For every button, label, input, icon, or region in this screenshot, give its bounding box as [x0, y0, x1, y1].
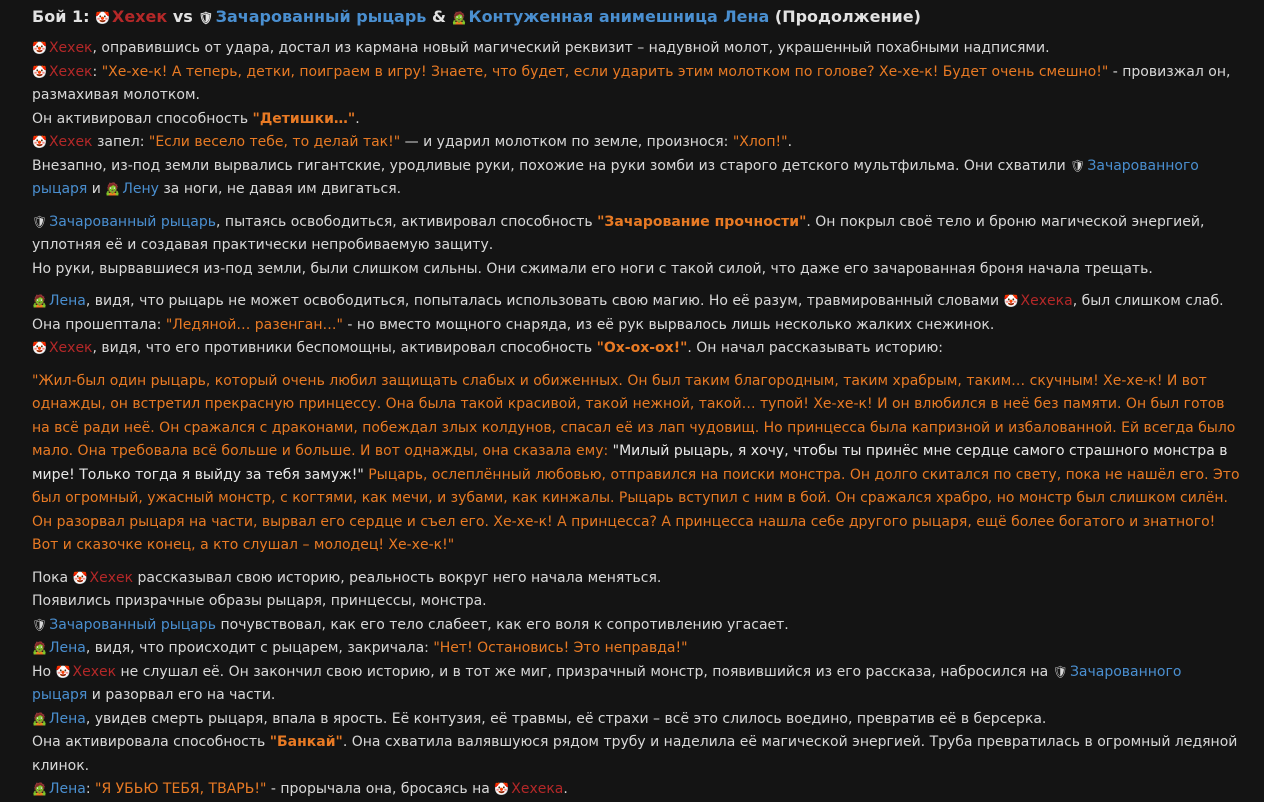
text: , увидев смерть рыцаря, впала в ярость. Её контузия, её травмы, её страхи – всё это слилось воедино, превратив её в берсерка. [85, 710, 1047, 727]
text: запел: [92, 134, 149, 150]
title-amp: & [432, 7, 446, 26]
quote: "Нет! Остановись! Это неправда!" [433, 640, 688, 656]
paragraph [32, 37, 1240, 61]
name-hehek: Хехек [48, 40, 93, 56]
text: Но [32, 663, 56, 680]
name-knight: Зачарованного рыцаря [32, 157, 1199, 197]
shield-icon: 🛡 [198, 11, 214, 25]
text: . [355, 110, 360, 127]
text: и разорвал его на части. [87, 687, 276, 703]
text: и [87, 181, 106, 197]
paragraph: 🧟 Лена: "Я УБЬЮ ТЕБЯ, ТВАРЬ!" - прорычала она, бросаясь на 🤡 Хехека. [32, 781, 568, 797]
paragraph [32, 131, 1240, 155]
name-hehek: Хехек [112, 7, 168, 26]
name-hehek: Хехек [48, 134, 93, 150]
ability-name: "Банкай" [269, 734, 343, 750]
clown-icon: 🤡 [32, 41, 47, 55]
quote: "Хлоп!" [732, 134, 788, 150]
paragraph [32, 661, 1240, 708]
story-paragraph [32, 370, 1240, 558]
text: Но руки, вырвавшиеся из-под земли, были слишком сильны. Они сжимали его ноги с такой силой, что даже его зачарованная броня начала трещать. [32, 260, 1153, 277]
story-text: Рыцарь, ослеплённый любовью, отправился на поиски монстра. Он долго скитался по свету, пока не нашёл его. Это был огромный, ужасный монстр, с когтями, как мечи, и зубами, как кинжалы. Рыцарь вступил с ним в бой. Он сражался храбро, но монстр был слишком силён. Он разорвал рыцаря на части, вырвал его сердце и съел его. Хе-хе-к! А принцесса? А принцесса нашла себе другого рыцаря, ещё более богатого и знатного! Вот и сказочке конец, а кто слушал – молодец! Хе-хе-к!" [32, 466, 1240, 553]
lena-icon: 🧟 [32, 641, 47, 655]
name-hehek: Хехека [1020, 293, 1073, 309]
text: . Он покрыл своё тело и броню магической энергией, уплотняя её и создавая практически непробиваемую защиту. [32, 213, 1205, 253]
name-hehek: Хехек [89, 569, 134, 586]
ability-name: "Зачарование прочности" [597, 213, 807, 230]
clown-icon: 🤡 [95, 11, 111, 25]
text: , видя, что происходит с рыцарем, закричала: [85, 640, 434, 656]
quote: "Хе-хе-к! А теперь, детки, поиграем в игру! Знаете, что будет, если ударить этим молотком по голове? Хе-хе-к! Будет очень смешно!" [101, 63, 1109, 80]
title-continuation: (Продолжение) [774, 7, 921, 26]
clown-icon: 🤡 [32, 341, 47, 355]
paragraph [32, 108, 1240, 132]
name-hehek: Хехек [48, 340, 93, 356]
name-lena: Лена [48, 640, 86, 656]
paragraph [32, 211, 1240, 258]
lena-icon: 🧟 [32, 294, 47, 308]
text: , видя, что рыцарь не может освободиться, попыталась использовать свою магию. Но её разум, травмированный словами [85, 293, 1004, 309]
ability-name: "Ох-ох-ох!" [596, 340, 688, 356]
text: . [787, 134, 793, 150]
shield-icon: 🛡 [32, 617, 48, 632]
text: рассказывал свою историю, реальность вокруг него начала меняться. [133, 569, 662, 586]
paragraph: 🤡 Хехек: "Хе-хе-к! А теперь, детки, поиграем в игру! Знаете, что будет, если ударить этим молотком по голове? Хе-хе-к! Будет очень смешно!" - провизжал он, размахивая молотком. [32, 63, 1231, 103]
name-lena: Лену [122, 181, 159, 197]
paragraph [32, 314, 1240, 338]
text: за ноги, не давая им двигаться. [158, 181, 402, 197]
clown-icon: 🤡 [55, 664, 71, 679]
text: Она прошептала: [32, 316, 166, 333]
text: . [563, 781, 568, 797]
paragraph [32, 567, 1240, 591]
ability-name: "Детишки…" [252, 110, 356, 127]
lena-icon: 🧟 [32, 711, 47, 726]
paragraph [32, 290, 1240, 314]
text: Пока [32, 569, 73, 586]
text: Внезапно, из-под земли вырвались гигантские, уродливые руки, похожие на руки зомби из старого детского мультфильма. Они схватили [32, 157, 1071, 174]
name-lena: Лена [48, 781, 86, 797]
lena-icon: 🧟 [451, 11, 467, 25]
clown-icon: 🤡 [32, 135, 47, 149]
text: , пытаясь освободиться, активировал способность [216, 213, 598, 230]
text: Появились призрачные образы рыцаря, принцессы, монстра. [32, 593, 487, 609]
paragraph [32, 637, 1240, 661]
text: Он активировал способность [32, 110, 253, 127]
text: , был слишком слаб. [1072, 293, 1224, 309]
lena-icon: 🧟 [105, 182, 121, 196]
paragraph [32, 155, 1240, 202]
text: почувствовал, как его тело слабеет, как его воля к сопротивлению угасает. [216, 616, 789, 633]
clown-icon: 🤡 [494, 782, 510, 796]
name-lena: Лена [48, 293, 86, 309]
title-prefix: Бой 1: [32, 7, 90, 26]
name-lena: Контуженная анимешница Лена [468, 7, 770, 26]
text: . Он начал рассказывать историю: [687, 340, 943, 356]
page-title [32, 6, 1240, 29]
text: - провизжал он, размахивая молотком. [32, 63, 1231, 103]
text: - но вместо мощного снаряда, из её рук вырвалось лишь несколько жалких снежинок. [342, 316, 995, 333]
name-knight: Зачарованный рыцарь [215, 7, 427, 26]
title-vs: vs [172, 7, 193, 26]
clown-icon: 🤡 [32, 64, 47, 79]
quote: "Ледяной… разенган…" [165, 316, 343, 333]
clown-icon: 🤡 [72, 570, 88, 585]
name-knight: Зачарованного рыцаря [32, 663, 1182, 703]
paragraph [32, 258, 1240, 282]
text: - прорычала она, бросаясь на [266, 781, 495, 797]
text: . Она схватила валявшуюся рядом трубу и наделила её магической энергией. Труба превратилась в огромный ледяной клинок. [32, 734, 1238, 774]
paragraph [32, 337, 1240, 361]
name-knight: Зачарованный рыцарь [49, 213, 217, 230]
text: , видя, что его противники беспомощны, активировал способность [92, 340, 597, 356]
name-lena: Лена [48, 710, 86, 727]
paragraph [32, 708, 1240, 732]
story-text: "Жил-был один рыцарь, который очень любил защищать слабых и обиженных. Он был таким благородным, таким храбрым, таким… скучным! Хе-хе-к! И вот однажды, он встретил прекрасную принцессу. Она была такой красивой, такой нежной, такой… тупой! Хе-хе-к! И он влюбился в неё без памяти. Он был готов на всё ради неё. Он сражался с драконами, побеждал злых колдунов, спасал её из лап чудовищ. Но принцесса была капризной и избалованной. Ей всегда было мало. Она требовала всё больше и больше. И вот однажды, она сказала ему: [32, 372, 1236, 459]
text: Она активировала способность [32, 734, 270, 750]
name-hehek: Хехека [511, 781, 564, 797]
quote: "Если весело тебе, то делай так!" [148, 134, 401, 150]
shield-icon: 🛡 [1052, 664, 1068, 679]
name-hehek: Хехек [72, 663, 117, 680]
clown-icon: 🤡 [1003, 294, 1019, 308]
shield-icon: 🛡 [32, 214, 48, 229]
text: , оправившись от удара, достал из кармана новый магический реквизит – надувной молот, украшенный похабными надписями. [92, 40, 1050, 56]
name-hehek: Хехек [48, 63, 93, 80]
paragraph [32, 614, 1240, 638]
story-quote: "Милый рыцарь, я хочу, чтобы ты принёс мне сердце самого страшного монстра в мире! Только тогда я выйду за тебя замуж!" [32, 443, 1228, 483]
name-knight: Зачарованный рыцарь [49, 616, 217, 633]
paragraph [32, 590, 1240, 614]
quote: "Я УБЬЮ ТЕБЯ, ТВАРЬ!" [95, 781, 267, 797]
text: не слушал её. Он закончил свою историю, и в тот же миг, призрачный монстр, появившийся из его рассказа, набросился на [116, 663, 1053, 680]
shield-icon: 🛡 [1070, 158, 1086, 173]
lena-icon: 🧟 [32, 782, 47, 796]
paragraph [32, 731, 1240, 778]
text: — и ударил молотком по земле, произнося: [400, 134, 733, 150]
